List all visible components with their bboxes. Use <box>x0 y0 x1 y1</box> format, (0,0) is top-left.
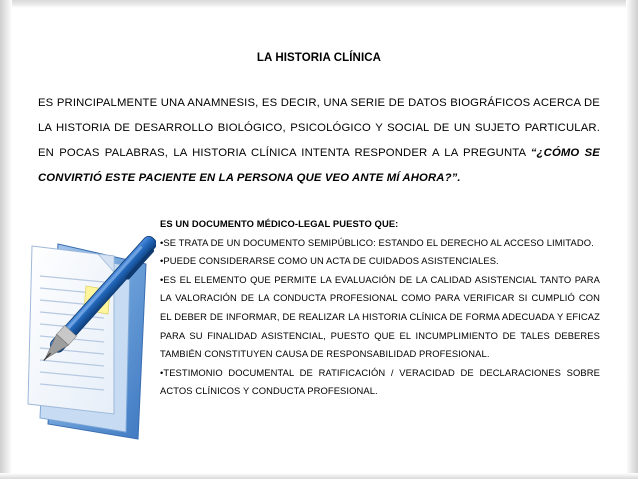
legal-document-list <box>160 215 600 401</box>
slide-title: LA HISTORIA CLÍNICA <box>256 52 382 64</box>
list-item: •SE TRATA DE UN DOCUMENTO SEMIPÚBLICO: ESTANDO EL DERECHO AL ACCESO LIMITADO. <box>160 236 594 248</box>
intro-text: ES PRINCIPALMENTE UNA ANAMNESIS, ES DECIR, UNA SERIE DE DATOS BIOGRÁFICOS ACERCA DE LA HISTORIA DE DESARROLLO BIOLÓGICO, PSICOLÓGICO Y SOCIAL DE UN SUJETO PARTICULAR. EN POCAS PALABRAS, LA HISTORIA CLÍNICA INTENTA RESPONDER A LA PREGUNTA <box>38 97 600 159</box>
slide-border-top <box>0 0 638 8</box>
slide-border-left <box>0 0 12 479</box>
intro-paragraph <box>38 91 600 191</box>
intro-quote: “¿CÓMO SE CONVIRTIÓ ESTE PACIENTE EN LA PERSONA QUE VEO ANTE MÍ AHORA?”. <box>38 147 600 184</box>
list-item: •ES EL ELEMENTO QUE PERMITE LA EVALUACIÓN DE LA CALIDAD ASISTENCIAL TANTO PARA LA VALORACIÓN DE LA CONDUCTA PROFESIONAL COMO PARA VERIFICAR SI CUMPLIÓ CON EL DEBER DE INFORMAR, DE REALIZAR LA HISTORIA CLÍNICA DE FORMA ADECUADA Y EFICAZ PARA SU FINALIDAD ASISTENCIAL, PUESTO QUE EL INCUMPLIMIENTO DE TALES DEBERES TAMBIÉN CONSTITUYEN CAUSA DE RESPONSABILIDAD PROFESIONAL. <box>160 273 600 360</box>
document-with-pen-icon <box>18 204 156 444</box>
slide-border-bottom <box>0 473 638 479</box>
list-item: •TESTIMONIO DOCUMENTAL DE RATIFICACIÓN / VERACIDAD DE DECLARACIONES SOBRE ACTOS CLÍNICOS Y CONDUCTA PROFESIONAL. <box>160 366 600 397</box>
slide-border-right <box>626 0 638 479</box>
list-item: •PUEDE CONSIDERARSE COMO UN ACTA DE CUIDADOS ASISTENCIALES. <box>160 255 499 267</box>
list-heading: ES UN DOCUMENTO MÉDICO-LEGAL PUESTO QUE: <box>160 218 399 229</box>
